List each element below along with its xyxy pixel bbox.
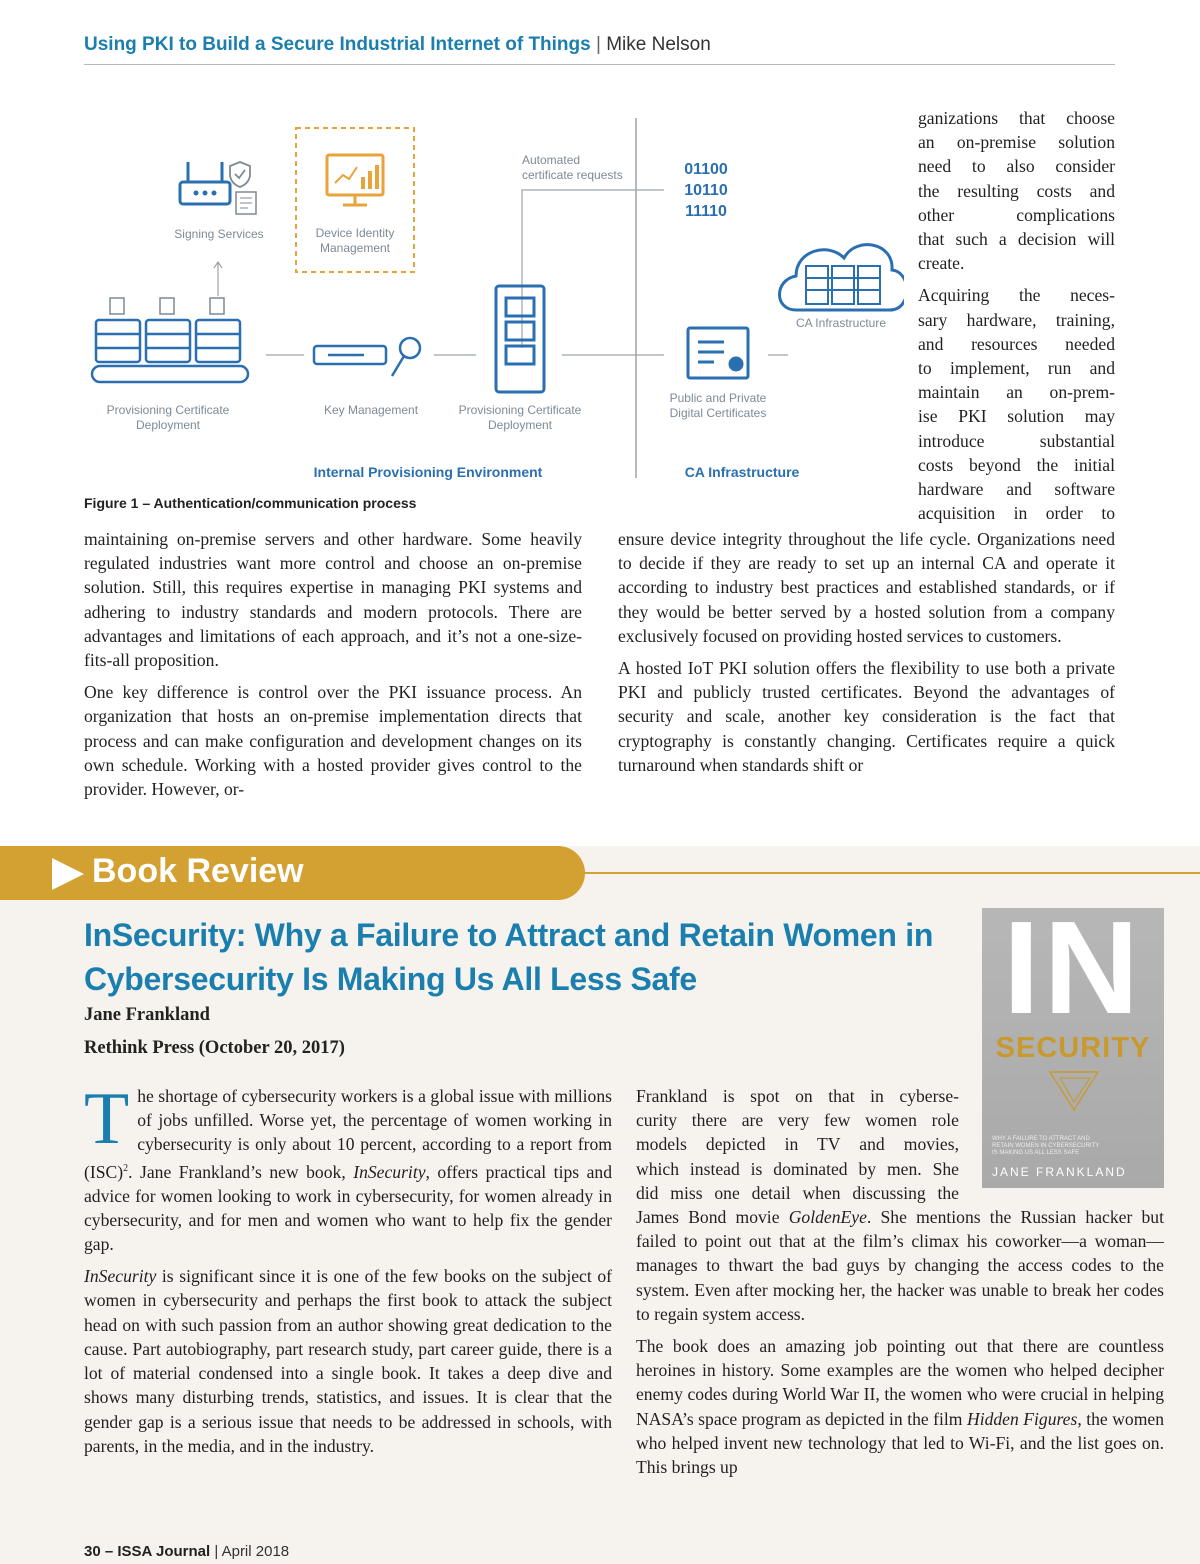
book-title [84,913,964,1001]
cover-big-text: IN [1003,894,1143,1041]
narrow-line: ganizations that choose [918,108,1115,128]
narrow-line: sary hardware, training, [918,309,1115,330]
label-device-identity-2: Management [319,241,391,255]
label-public-private-1: Public and Private [669,391,767,405]
short-line: which instead is dominated by men. She [636,1158,959,1179]
article-left-column [84,527,582,801]
shield-icon [230,162,250,187]
book-author: Jane Frankland [84,1005,210,1025]
label-ca-infrastructure-small: CA Infrastructure [795,316,887,330]
server-rack-icon [806,266,880,304]
paragraph [84,1078,612,1256]
certificate-icon [688,328,748,378]
book-title-line: Cybersecurity Is Making Us All Less Safe [84,961,697,997]
text-run: is significant since it is one of the few books on the subject of women in cybersecurity and perhaps the first book to attack the subject head on with such passion from an author showing great dedication to the cause. Part autobiography, part research study, part career guide, there is a lot of material condensed into a single book. It takes a deep dive and shows many disturbing trends, statistics, and issues. It is clear that the gender gap is a serious issue that needs to be addressed in schools, with parents, in the media, and in the industry. [84,1266,612,1456]
certificate-small-icons [110,298,224,314]
label-prov-left-1: Provisioning Certificate [106,403,230,417]
paragraph: One key difference is control over the PKI issuance process. An organization that hosts an on-premise implementation directs that process and can make configuration and development changes on its own schedule. Working with a hosted provider gives control to the provider. However, or- [84,682,582,800]
label-key-management: Key Management [323,403,419,417]
cover-security-text: SECURITY [995,1032,1151,1064]
book-publisher: Rethink Press (October 20, 2017) [84,1038,345,1058]
article-right-column [618,527,1115,777]
italic-title: Hidden Figures [966,1408,1078,1429]
superscript: 2 [123,1162,129,1174]
text-run: he shortage of cybersecurity workers is a global issue with millions of jobs unfilled. Worse yet, the percentage of women working in cybersecurity is only about 10 percent, according to a report from (ISC) [84,1086,612,1182]
cover-author: JANE FRANKLAND [992,1165,1127,1179]
narrow-line: an on-premise solution [918,132,1115,153]
short-line: curity there are very few women role [636,1110,959,1131]
binary-line-1: 01100 [684,161,728,178]
key-appliance-icon [314,346,386,364]
text-run: , offers practical tips and advice for women looking to work in cybersecurity, for women already in cybersecurity, and for men and women who want to help fix the gender gap. [84,1161,612,1255]
server-tower-icon [496,286,544,392]
text-run: James Bond movie [636,1207,789,1228]
label-public-private-2: Digital Certificates [669,406,767,420]
narrow-line: that such a decision will [918,229,1115,250]
label-automated-2: certificate requests [522,168,623,182]
narrow-line: ise PKI solution may [918,406,1115,427]
narrow-line: maintain an on-prem- [918,382,1115,403]
figure-caption: Figure 1 – Authentication/communication process [84,495,417,511]
italic-title: InSecurity [353,1161,426,1182]
short-line: did miss one detail when discussing the [636,1182,959,1203]
paragraph: ensure device integrity throughout the life cycle. Organizations need to decide if they are ready to set up an internal CA and operate it according to industry best practices and established standards, or if they would be better served by a hosted solution from a company exclusively focused on providing hosted services to customers. [618,529,1115,646]
paragraph [636,1205,1164,1326]
play-triangle-icon [50,856,86,892]
book-title-line: InSecurity: Why a Failure to Attract and Retain Women in [84,917,934,953]
text-run: . She mentions the Russian hacker but failed to point out that at the film’s climax his coworker—a woman—manages to thwart the bad guys by changing the access codes to the system. Even after mocking her, the hacker was unable to break her codes to regain system access. [636,1207,1164,1324]
short-line: Frankland is spot on that in cyberse- [636,1086,959,1106]
header-title: Using PKI to Build a Secure Industrial Internet of Things [84,34,591,55]
cover-subtitle-line: RETAIN WOMEN IN CYBERSECURITY [992,1143,1100,1149]
label-signing-services: Signing Services [174,227,264,241]
footer-separator: | [214,1543,219,1560]
label-internal-env: Internal Provisioning Environment [313,464,543,480]
label-prov-mid-2: Deployment [487,418,553,432]
pki-process-diagram [84,110,904,490]
key-icon [392,338,420,376]
binary-line-3: 11110 [685,203,727,220]
narrow-line: create. [918,253,965,274]
short-lines [636,1084,959,1205]
cover-subtitle-line: IS MAKING US ALL LESS SAFE [992,1150,1080,1156]
narrow-line: introduce substantial [918,430,1115,451]
label-device-identity-1: Device Identity [315,226,395,240]
cover-subtitle-line: WHY A FAILURE TO ATTRACT AND [992,1136,1090,1142]
header-separator: | [596,34,601,55]
italic-title: InSecurity [84,1266,157,1287]
narrow-line: other complications [918,204,1115,225]
header-author: Mike Nelson [606,34,711,55]
paragraph [84,1264,612,1458]
banner-title: Book Review [92,852,304,890]
label-ca-infrastructure: CA Infrastructure [684,464,800,480]
drop-cap: T [84,1078,130,1160]
text-run: , the women who helped invent new technology that led to Wi-Fi, and the list goes on. This brings up [636,1408,1164,1478]
footer-page: 30 – ISSA Journal [84,1543,211,1560]
binary-line-2: 10110 [684,182,728,199]
narrow-line: the resulting costs and [918,180,1115,201]
narrow-line: Acquiring the neces- [918,285,1115,306]
narrow-line: acquisition in order to [918,503,1115,524]
banner-rule [585,872,1200,874]
running-header [84,34,1115,65]
article-right-narrow [918,106,1115,525]
paragraph [636,1334,1164,1479]
italic-title: GoldenEye [788,1207,867,1228]
paragraph: A hosted IoT PKI solution offers the flexibility to use both a private PKI and publicly trusted certificates. Beyond the advantages of security and scale, another key consideration is the fact that cryptography is constantly changing. Certificates require a quick turnaround when standards shift or [618,658,1115,775]
text-run: . Jane Frankland’s new book, [128,1161,354,1182]
narrow-line: and resources needed [918,333,1115,354]
narrow-line: costs beyond the initial [918,454,1115,475]
review-right-column [636,1084,1164,1479]
review-left-column [84,1078,612,1458]
label-prov-mid-1: Provisioning Certificate [458,403,582,417]
narrow-line: need to also consider [918,156,1115,177]
text-run: The book does an amazing job pointing out that there are countless heroines in history. Some examples are the women who helped decipher enemy codes during World War II, the women who were crucial in helping NASA’s space program as depicted in the film [636,1336,1164,1429]
footer-date: April 2018 [221,1543,290,1560]
page-footer [84,1543,289,1560]
narrow-line: hardware and software [918,479,1115,500]
monitor-chart-icon [327,155,383,205]
paragraph: maintaining on-premise servers and other hardware. Some heavily regulated industries want more control and choose an on-premise solution. Still, this requires expertise in managing PKI systems and adhering to industry standards and modern protocols. There are advantages and limitations of each approach, and it’s not a one-size-fits-all proposition. [84,529,582,671]
label-prov-left-2: Deployment [135,418,201,432]
document-icon [236,192,256,214]
server-cluster-icon [92,320,248,382]
label-automated-1: Automated [522,153,581,167]
narrow-line: to implement, run and [918,358,1115,379]
short-line: models depicted in TV and movies, [636,1134,959,1155]
router-icon [180,162,230,204]
